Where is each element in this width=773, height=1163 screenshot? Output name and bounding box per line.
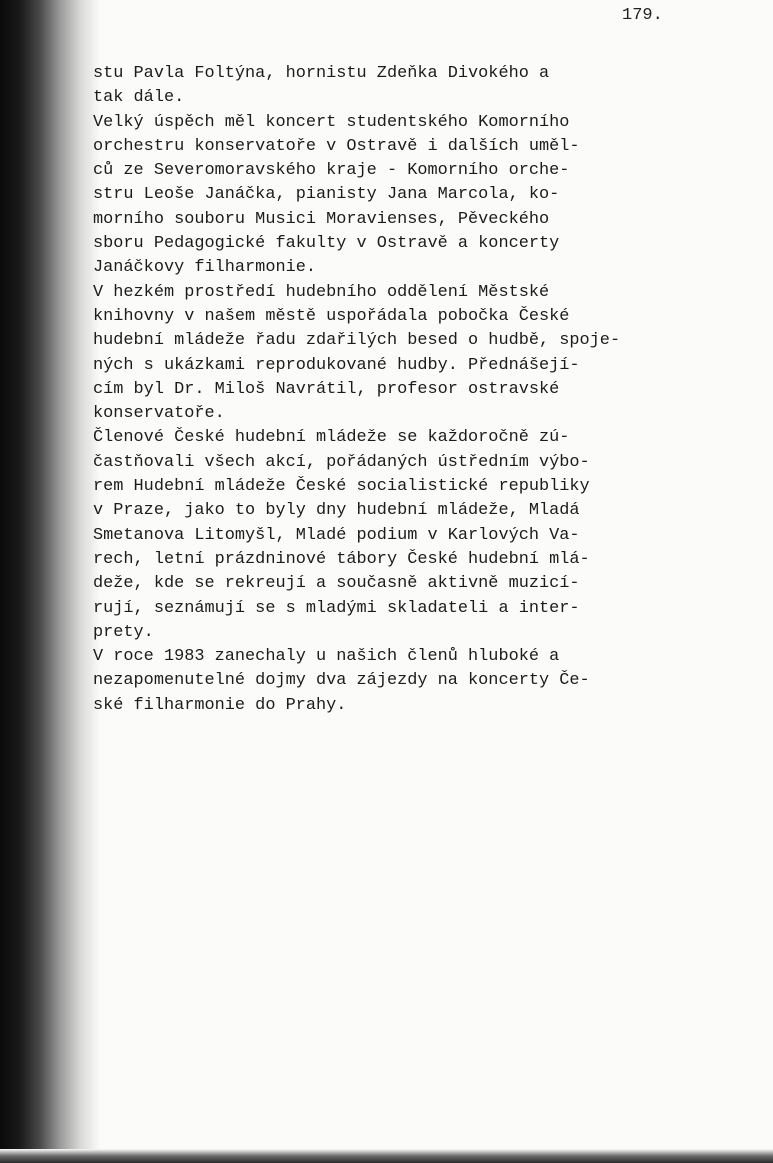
text-line: V hezkém prostředí hudebního oddělení Městské [93, 282, 550, 302]
typewritten-body [93, 62, 620, 718]
text-line: rují, seznámují se s mladými skladateli a inter- [93, 598, 580, 618]
scan-bottom-edge [0, 1149, 773, 1163]
text-line: stru Leoše Janáčka, pianisty Jana Marcola, ko- [93, 185, 560, 205]
text-line: častňovali všech akcí, pořádaných ústředním výbo- [93, 452, 590, 472]
text-line: rech, letní prázdninové tábory České hudební mlá- [93, 549, 590, 569]
text-line: nezapomenutelné dojmy dva zájezdy na koncerty Če- [93, 671, 590, 691]
text-line: ných s ukázkami reprodukované hudby. Přednášejí- [93, 355, 580, 375]
text-line: hudební mládeže řadu zdařilých besed o hudbě, spoje- [93, 331, 621, 351]
text-line: knihovny v našem městě uspořádala pobočka České [93, 306, 570, 326]
text-line: Janáčkovy filharmonie. [93, 258, 316, 278]
text-line: konservatoře. [93, 404, 225, 424]
text-line: v Praze, jako to byly dny hudební mládeže, Mladá [93, 501, 580, 521]
text-line: deže, kde se rekreují a současně aktivně muzicí- [93, 574, 580, 594]
text-line: Smetanova Litomyšl, Mladé podium v Karlových Va- [93, 525, 580, 545]
text-line: V roce 1983 zanechaly u našich členů hluboké a [93, 647, 560, 667]
text-line: stu Pavla Foltýna, hornistu Zdeňka Divokého a [93, 64, 550, 83]
text-line: cím byl Dr. Miloš Navrátil, profesor ostravské [93, 379, 560, 399]
text-line: ské filharmonie do Prahy. [93, 695, 347, 715]
text-line: morního souboru Musici Moravienses, Pěveckého [93, 209, 550, 229]
text-line: ců ze Severomoravského kraje - Komorního orche- [93, 161, 570, 181]
text-line: tak dále. [93, 88, 185, 108]
text-line: orchestru konservatoře v Ostravě i dalších uměl- [93, 136, 580, 156]
text-line: Velký úspěch měl koncert studentského Komorního [93, 112, 570, 132]
text-line: prety. [93, 622, 154, 642]
scan-edge-shadow [0, 0, 100, 1163]
page-number: 179. [622, 6, 663, 25]
text-line: Členové České hudební mládeže se každoročně zú- [93, 428, 570, 448]
text-line: sboru Pedagogické fakulty v Ostravě a koncerty [93, 234, 560, 254]
text-line: rem Hudební mládeže České socialistické republiky [93, 477, 590, 497]
